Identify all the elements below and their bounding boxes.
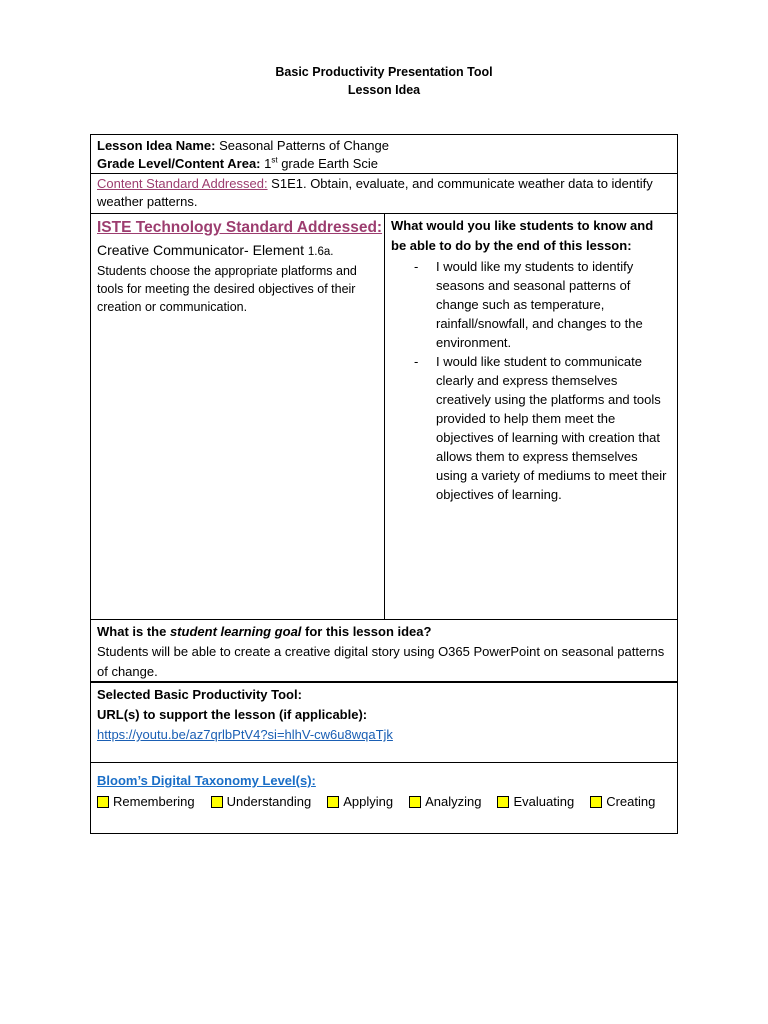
checkbox-icon[interactable] [97, 796, 109, 808]
level-applying[interactable] [327, 792, 393, 812]
checkbox-icon[interactable] [327, 796, 339, 808]
list-item: - I would like student to communicate clearly and express themselves creatively using the platforms and tools provided to help them meet the objectives of learning with creation that allows them to express themselves using a variety of mediums to meet their objectives of learning. [436, 352, 671, 504]
grade-value-pre: 1 [260, 156, 272, 171]
lesson-table [90, 134, 678, 834]
level-remembering[interactable] [97, 792, 195, 812]
content-standard-text: S1E1. Obtain, evaluate, and communicate weather data to identify weather patterns. [97, 176, 653, 209]
support-url-link[interactable]: https://youtu.be/az7qrlbPtV4?si=hlhV-cw6u8wqaTjk [97, 727, 393, 742]
checkbox-icon[interactable] [590, 796, 602, 808]
blooms-levels [97, 792, 671, 812]
checkbox-icon[interactable] [409, 796, 421, 808]
checkbox-icon[interactable] [497, 796, 509, 808]
learning-goal-row [91, 620, 677, 683]
objectives-cell [385, 214, 677, 619]
iste-element-number: 1.6a. [307, 246, 334, 258]
checkbox-icon[interactable] [211, 796, 223, 808]
iste-description: Students choose the appropriate platforms and tools for meeting the desired objectives of their creation or communication. [97, 264, 357, 314]
goal-question-post: for this lesson idea? [301, 624, 432, 639]
list-item: - I would like my students to identify seasons and seasonal patterns of change such as temperature, rainfall/snowfall, and changes to the environment. [436, 257, 671, 352]
title-line-2: Lesson Idea [347, 83, 421, 97]
grade-level-label: Grade Level/Content Area: [97, 156, 261, 171]
grade-level-line [97, 155, 671, 173]
iste-cell [91, 214, 385, 619]
level-evaluating[interactable] [497, 792, 574, 812]
level-understanding[interactable] [211, 792, 312, 812]
level-label: Evaluating [513, 794, 575, 809]
document-title [0, 63, 768, 99]
standards-row [91, 214, 677, 620]
lesson-name-label: Lesson Idea Name: [97, 138, 216, 153]
level-label: Remembering [113, 794, 195, 809]
tool-row [91, 683, 677, 763]
content-standard-label: Content Standard Addressed: [97, 176, 268, 191]
level-label: Creating [606, 794, 656, 809]
lesson-name-value: Seasonal Patterns of Change [215, 138, 389, 153]
blooms-row [91, 763, 677, 833]
blooms-heading: Bloom’s Digital Taxonomy Level(s): [97, 773, 316, 788]
iste-element-line [97, 240, 378, 262]
goal-question-emphasis: student learning goal [169, 624, 302, 639]
tool-label: Selected Basic Productivity Tool: [97, 687, 302, 702]
url-label: URL(s) to support the lesson (if applicable): [97, 707, 368, 722]
iste-element-main: Creative Communicator- Element [97, 242, 308, 258]
lesson-info-row [91, 135, 677, 174]
grade-value-sup: st [271, 155, 278, 165]
objectives-question: What would you like students to know and be able to do by the end of this lesson: [391, 218, 654, 253]
level-label: Applying [343, 794, 394, 809]
objectives-list [391, 257, 671, 504]
lesson-name-line [97, 137, 671, 155]
goal-question-pre: What is the [97, 624, 170, 639]
grade-value-post: grade Earth Scie [277, 156, 379, 171]
level-label: Understanding [226, 794, 312, 809]
goal-question [97, 622, 671, 642]
level-analyzing[interactable] [409, 792, 481, 812]
iste-heading: ISTE Technology Standard Addressed: [97, 219, 383, 236]
level-label: Analyzing [425, 794, 482, 809]
level-creating[interactable] [590, 792, 655, 812]
goal-answer: Students will be able to create a creative digital story using O365 PowerPoint on seasonal patterns of change. [97, 644, 665, 679]
content-standard-row [91, 174, 677, 214]
title-line-1: Basic Productivity Presentation Tool [275, 65, 493, 79]
